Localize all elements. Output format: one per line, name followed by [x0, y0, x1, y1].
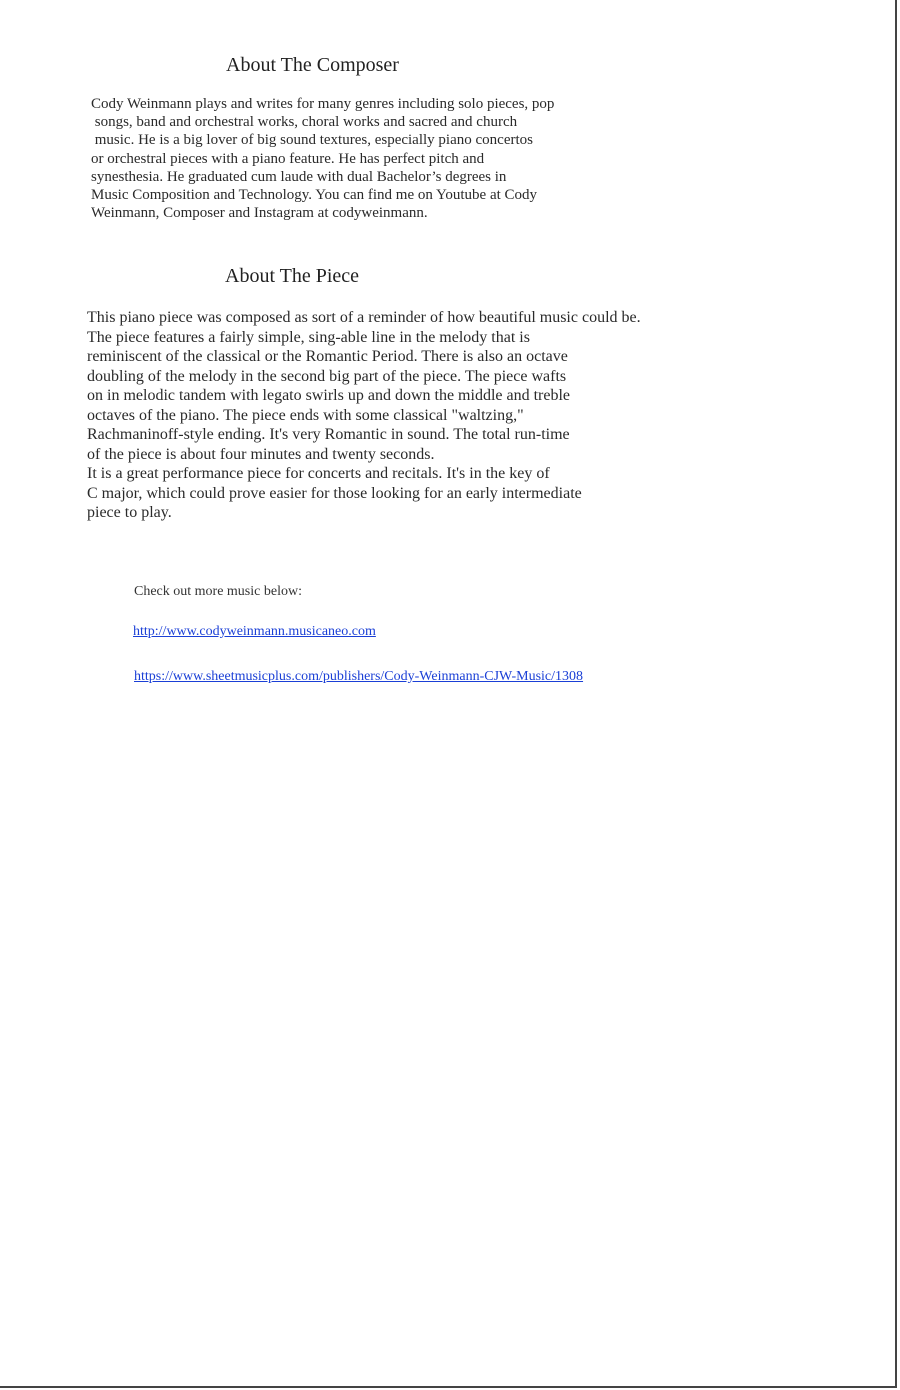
composer-line: Music Composition and Technology. You can find me on Youtube at Cody	[91, 187, 538, 204]
piece-paragraph	[87, 308, 641, 523]
piece-line: C major, which could prove easier for those looking for an early intermediate	[87, 484, 582, 502]
more-music-label: Check out more music below:	[134, 584, 302, 599]
piece-line: The piece features a fairly simple, sing-able line in the melody that is	[87, 328, 530, 346]
composer-line: synesthesia. He graduated cum laude with dual Bachelor’s degrees in	[91, 168, 507, 185]
piece-line: piece to play.	[87, 504, 172, 521]
piece-line: octaves of the piano. The piece ends with some classical "waltzing,"	[87, 406, 524, 424]
piece-line: Rachmaninoff-style ending. It's very Romantic in sound. The total run-time	[87, 426, 570, 443]
piece-line: It is a great performance piece for concerts and recitals. It's in the key of	[87, 465, 550, 482]
composer-heading: About The Composer	[226, 54, 399, 76]
composer-line: or orchestral pieces with a piano feature. He has perfect pitch and	[91, 150, 485, 167]
sheetmusicplus-link[interactable]: https://www.sheetmusicplus.com/publishers/Cody-Weinmann-CJW-Music/1308	[134, 669, 584, 684]
piece-line: This piano piece was composed as sort of a reminder of how beautiful music could be.	[87, 309, 641, 326]
piece-heading: About The Piece	[225, 265, 360, 287]
composer-line: songs, band and orchestral works, choral works and sacred and church	[91, 114, 518, 131]
musicaneo-link[interactable]: http://www.codyweinmann.musicaneo.com	[133, 624, 376, 639]
piece-line: of the piece is about four minutes and twenty seconds.	[87, 445, 435, 463]
composer-line: Weinmann, Composer and Instagram at codyweinmann.	[91, 205, 428, 222]
piece-line: on in melodic tandem with legato swirls up and down the middle and treble	[87, 387, 571, 404]
piece-line: reminiscent of the classical or the Romantic Period. There is also an octave	[87, 348, 568, 365]
composer-line: music. He is a big lover of big sound textures, especially piano concertos	[91, 132, 533, 149]
piece-line: doubling of the melody in the second big part of the piece. The piece wafts	[87, 367, 567, 385]
composer-line: Cody Weinmann plays and writes for many genres including solo pieces, pop	[91, 96, 555, 112]
composer-paragraph	[91, 95, 554, 222]
